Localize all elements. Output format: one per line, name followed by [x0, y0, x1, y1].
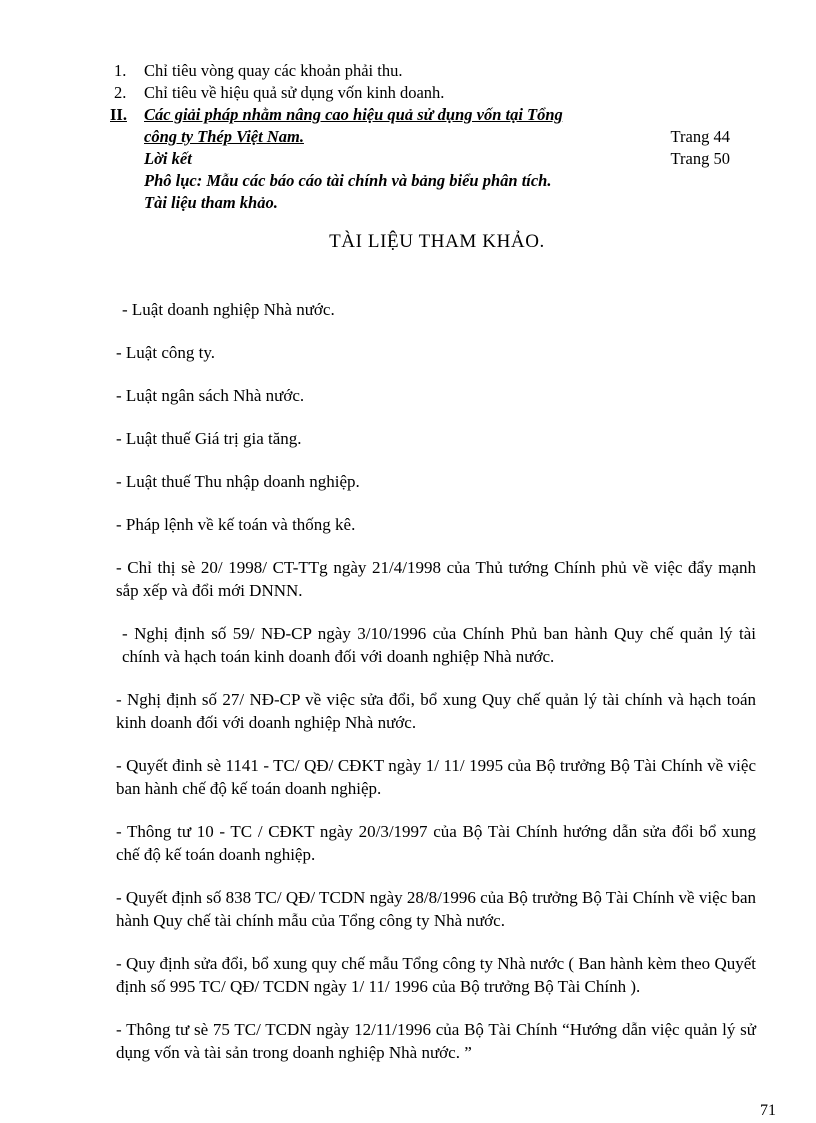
toc-conclusion-label: Lời kết	[144, 149, 192, 168]
reference-item: - Luật thuế Thu nhập doanh nghiệp.	[116, 472, 360, 491]
toc-references-label: Tài liệu tham khảo.	[144, 193, 278, 212]
toc-section-title-continued: công ty Thép Việt Nam.	[144, 127, 304, 146]
page-number: 71	[760, 1102, 776, 1119]
reference-item: - Thông tư 10 - TC / CĐKT ngày 20/3/1997 của Bộ Tài Chính hướng dẫn sửa đổi bổ xung chế độ kế toán doanh nghiệp.	[116, 822, 756, 864]
toc-appendix	[110, 170, 750, 192]
toc-item	[110, 82, 750, 104]
toc-section-title: Các giải pháp nhằm nâng cao hiệu quả sử dụng vốn tại Tổng	[144, 105, 563, 124]
toc-conclusion-page: Trang 50	[670, 149, 730, 168]
reference-item: - Luật công ty.	[116, 343, 215, 362]
reference-item: - Chỉ thị sè 20/ 1998/ CT-TTg ngày 21/4/1998 của Thủ tướng Chính phủ về việc đẩy mạnh sắp xếp và đổi mới DNNN.	[116, 558, 756, 600]
toc-section	[110, 104, 750, 126]
reference-item: - Luật doanh nghiệp Nhà nước.	[122, 300, 335, 319]
toc-item-text: Chỉ tiêu về hiệu quả sử dụng vốn kinh doanh.	[144, 83, 445, 102]
toc-item-number: 2.	[114, 83, 127, 102]
toc-item-text: Chỉ tiêu vòng quay các khoản phải thu.	[144, 61, 403, 80]
reference-item: - Quy định sửa đổi, bổ xung quy chế mẫu Tổng công ty Nhà nước ( Ban hành kèm theo Quyết định số 995 TC/ QĐ/ TCDN ngày 1/ 11/ 1996 của Bộ trưởng Bộ Tài Chính ).	[116, 954, 756, 996]
reference-item: - Luật thuế Giá trị gia tăng.	[116, 429, 302, 448]
toc-item-number: 1.	[114, 61, 127, 80]
reference-item: - Nghị định số 59/ NĐ-CP ngày 3/10/1996 của Chính Phủ ban hành Quy chế quản lý tài chính và hạch toán kinh doanh đối với doanh nghiệp Nhà nước.	[122, 624, 756, 666]
reference-item: - Pháp lệnh về kế toán và thống kê.	[116, 515, 356, 534]
reference-list	[116, 298, 756, 1064]
toc-item	[110, 60, 750, 82]
toc-section-continued	[110, 126, 750, 148]
reference-item: - Luật ngân sách Nhà nước.	[116, 386, 305, 405]
table-of-contents	[110, 60, 750, 214]
toc-section-numeral: II.	[110, 105, 127, 124]
page-title: TÀI LIỆU THAM KHẢO.	[329, 231, 545, 252]
reference-item: - Quyết đinh sè 1141 - TC/ QĐ/ CĐKT ngày 1/ 11/ 1995 của Bộ trưởng Bộ Tài Chính về việc ban hành chế độ kế toán doanh nghiệp.	[116, 756, 756, 798]
toc-references	[110, 192, 750, 214]
toc-section-page: Trang 44	[670, 127, 730, 146]
reference-item: - Quyết định số 838 TC/ QĐ/ TCDN ngày 28/8/1996 của Bộ trưởng Bộ Tài Chính về việc ban hành Quy chế tài chính mẫu của Tổng công ty Nhà nước.	[116, 888, 756, 930]
reference-item: - Nghị định số 27/ NĐ-CP về việc sửa đổi, bổ xung Quy chế quản lý tài chính và hạch toán kinh doanh đối với doanh nghiệp Nhà nước.	[116, 690, 756, 732]
reference-item: - Thông tư sè 75 TC/ TCDN ngày 12/11/1996 của Bộ Tài Chính “Hướng dẫn việc quản lý sử dụng vốn và tài sản trong doanh nghiệp Nhà nước. ”	[116, 1020, 756, 1062]
toc-conclusion	[110, 148, 750, 170]
toc-appendix-label: Phô lục: Mẫu các báo cáo tài chính và bảng biểu phân tích.	[144, 171, 552, 190]
